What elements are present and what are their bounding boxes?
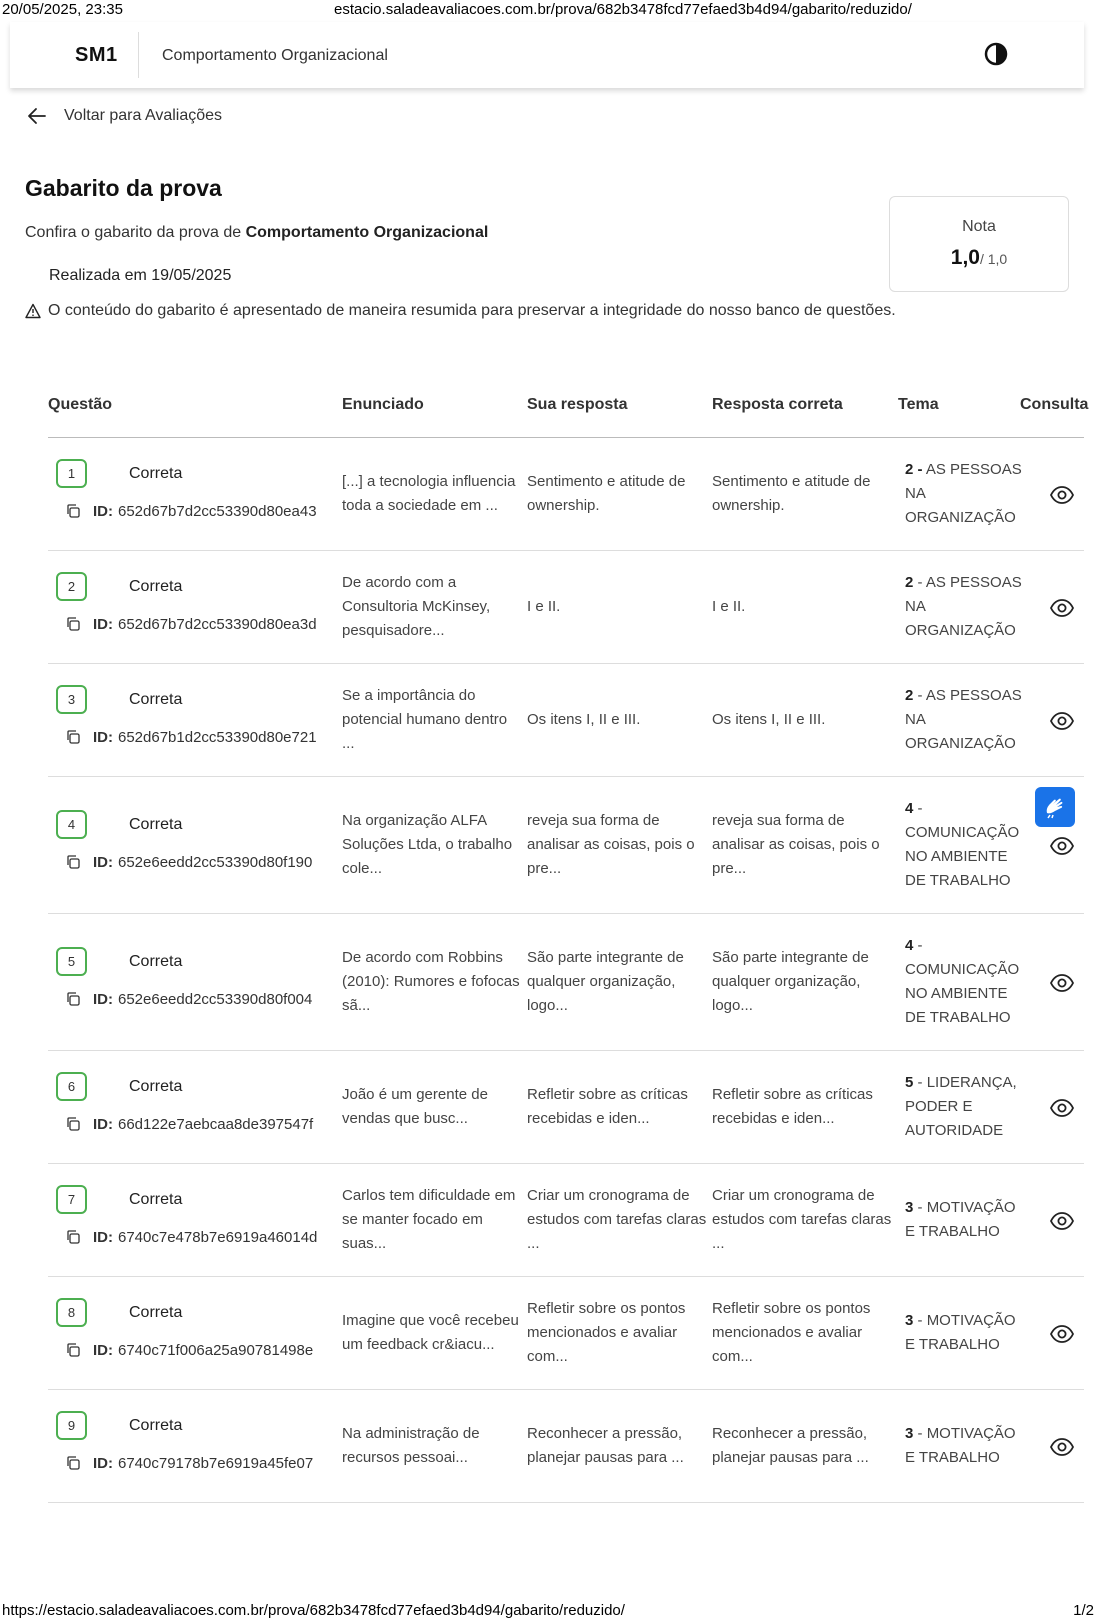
page-subtitle <box>25 224 488 242</box>
theme-number: 2 <box>905 574 914 591</box>
question-id <box>65 1116 313 1133</box>
theme-separator: - <box>913 574 926 591</box>
print-date: 20/05/2025, 23:35 <box>2 1 123 18</box>
table-row <box>48 1390 1084 1503</box>
question-id-label: ID: <box>93 1228 113 1246</box>
question-id <box>65 854 312 871</box>
grade-value <box>890 246 1068 270</box>
view-question-eye-icon[interactable] <box>1049 1208 1075 1234</box>
theme-text: MOTIVAÇÃO E TRABALHO <box>905 1199 1016 1240</box>
question-number-badge: 9 <box>56 1411 87 1440</box>
question-theme <box>905 571 1025 643</box>
question-id-label: ID: <box>93 990 113 1008</box>
header-enunciado: Enunciado <box>342 396 424 413</box>
arrow-left-icon <box>26 105 48 127</box>
theme-text: AS PESSOAS NA ORGANIZAÇÃO <box>905 574 1022 639</box>
table-row <box>48 551 1084 664</box>
header-questao: Questão <box>48 396 113 413</box>
copy-icon[interactable] <box>65 991 81 1007</box>
theme-text: MOTIVAÇÃO E TRABALHO <box>905 1425 1016 1466</box>
header-tema: Tema <box>898 396 939 413</box>
question-theme <box>905 1309 1025 1357</box>
question-statement: João é um gerente de vendas que busc... <box>342 1086 488 1127</box>
question-id-label: ID: <box>93 1341 113 1359</box>
question-number-badge: 1 <box>56 459 87 488</box>
view-question-eye-icon[interactable] <box>1049 970 1075 996</box>
theme-text: COMUNICAÇÃO NO AMBIENTE DE TRABALHO <box>905 824 1020 889</box>
your-answer: Refletir sobre as críticas recebidas e iden... <box>527 1086 688 1127</box>
copy-icon[interactable] <box>65 503 81 519</box>
table-row <box>48 1051 1084 1164</box>
course-name: Comportamento Organizacional <box>162 47 388 64</box>
table-row <box>48 438 1084 551</box>
question-statement: Na organização ALFA Soluções Ltda, o trabalho cole... <box>342 812 513 877</box>
question-number-badge: 5 <box>56 947 87 976</box>
question-statement: De acordo com Robbins (2010): Rumores e fofocas sã... <box>342 949 520 1014</box>
question-id-value: 6740c7e478b7e6919a46014d <box>118 1228 318 1246</box>
theme-text: AS PESSOAS NA ORGANIZAÇÃO <box>905 461 1022 526</box>
view-question-eye-icon[interactable] <box>1049 595 1075 621</box>
table-row <box>48 1164 1084 1277</box>
warning-text: O conteúdo do gabarito é apresentado de maneira resumida para preservar a integridade do nosso banco de questões. <box>48 302 896 319</box>
brand-logo[interactable]: SM1 <box>75 44 118 66</box>
theme-text: LIDERANÇA, PODER E AUTORIDADE <box>905 1074 1017 1139</box>
question-theme <box>905 797 1025 893</box>
question-theme <box>905 1422 1025 1470</box>
topbar-divider <box>138 32 139 78</box>
header-consulta: Consulta <box>1020 396 1089 413</box>
print-url: estacio.saladeavaliacoes.com.br/prova/682b3478fcd77efaed3b4d94/gabarito/reduzido/ <box>334 1 912 18</box>
copy-icon[interactable] <box>65 1116 81 1132</box>
your-answer: Sentimento e atitude de ownership. <box>527 473 686 514</box>
question-id <box>65 503 317 520</box>
theme-number: 4 <box>905 800 914 817</box>
question-status: Correta <box>129 464 183 482</box>
question-status: Correta <box>129 952 183 970</box>
copy-icon[interactable] <box>65 1342 81 1358</box>
question-theme <box>905 458 1025 530</box>
accessibility-sign-language-button[interactable] <box>1035 787 1075 827</box>
theme-text: MOTIVAÇÃO E TRABALHO <box>905 1312 1016 1353</box>
question-number-badge: 2 <box>56 572 87 601</box>
grade-score: 1,0 <box>950 246 980 269</box>
your-answer: São parte integrante de qualquer organização, logo... <box>527 949 684 1014</box>
grade-label: Nota <box>962 218 996 235</box>
view-question-eye-icon[interactable] <box>1049 708 1075 734</box>
question-number-badge: 3 <box>56 685 87 714</box>
print-header <box>0 0 1096 20</box>
theme-number: 4 <box>905 937 914 954</box>
question-id-value: 6740c79178b7e6919a45fe07 <box>118 1454 314 1472</box>
your-answer: Refletir sobre os pontos mencionados e avaliar com... <box>527 1300 686 1365</box>
question-id-label: ID: <box>93 853 113 871</box>
correct-answer: Criar um cronograma de estudos com tarefas claras ... <box>712 1187 892 1252</box>
theme-separator: - <box>913 687 926 704</box>
question-status: Correta <box>129 690 183 708</box>
question-id <box>65 1229 317 1246</box>
subtitle-prefix: Confira o gabarito da prova de <box>25 224 246 241</box>
copy-icon[interactable] <box>65 854 81 870</box>
question-status: Correta <box>129 1190 183 1208</box>
theme-number: 5 <box>905 1074 914 1091</box>
table-row <box>48 777 1084 914</box>
question-number-badge: 4 <box>56 810 87 839</box>
question-id-value: 652e6eedd2cc53390d80f004 <box>118 990 313 1008</box>
subtitle-course: Comportamento Organizacional <box>245 224 489 241</box>
question-id-label: ID: <box>93 1115 113 1133</box>
exam-date: Realizada em 19/05/2025 <box>49 267 232 284</box>
question-number-badge: 7 <box>56 1185 87 1214</box>
your-answer: Os itens I, II e III. <box>527 711 641 728</box>
theme-text: COMUNICAÇÃO NO AMBIENTE DE TRABALHO <box>905 961 1020 1026</box>
question-theme <box>905 934 1025 1030</box>
sign-language-icon <box>1041 793 1069 821</box>
question-status: Correta <box>129 1303 183 1321</box>
table-row <box>48 664 1084 777</box>
copy-icon[interactable] <box>65 1455 81 1471</box>
question-status: Correta <box>129 815 183 833</box>
question-id-label: ID: <box>93 615 113 633</box>
top-bar <box>10 22 1084 88</box>
question-id-label: ID: <box>93 728 113 746</box>
table-row <box>48 1277 1084 1390</box>
question-status: Correta <box>129 1416 183 1434</box>
theme-separator: - <box>913 1425 927 1442</box>
theme-number: 3 <box>905 1425 914 1442</box>
print-page-number: 1/2 <box>1073 1602 1094 1619</box>
theme-separator: - <box>913 1074 927 1091</box>
correct-answer: Os itens I, II e III. <box>712 711 826 728</box>
your-answer: I e II. <box>527 598 561 615</box>
correct-answer: São parte integrante de qualquer organização, logo... <box>712 949 869 1014</box>
correct-answer: I e II. <box>712 598 746 615</box>
your-answer: Criar um cronograma de estudos com tarefas claras ... <box>527 1187 707 1252</box>
question-statement: [...] a tecnologia influencia toda a sociedade em ... <box>342 473 516 514</box>
correct-answer: Refletir sobre as críticas recebidas e iden... <box>712 1086 873 1127</box>
theme-separator: - <box>913 937 923 954</box>
question-statement: Na administração de recursos pessoai... <box>342 1425 480 1466</box>
view-question-eye-icon[interactable] <box>1049 833 1075 859</box>
grade-card <box>889 196 1069 292</box>
theme-separator: - <box>913 800 923 817</box>
question-id-value: 66d122e7aebcaa8de397547f <box>118 1115 314 1133</box>
question-theme <box>905 684 1025 756</box>
question-id-value: 652d67b1d2cc53390d80e721 <box>118 728 317 746</box>
view-question-eye-icon[interactable] <box>1049 1321 1075 1347</box>
print-footer-url: https://estacio.saladeavaliacoes.com.br/prova/682b3478fcd77efaed3b4d94/gabarito/reduzido/ <box>2 1602 625 1619</box>
correct-answer: Sentimento e atitude de ownership. <box>712 473 871 514</box>
theme-number: 2 - <box>905 461 923 478</box>
question-statement: Se a importância do potencial humano dentro ... <box>342 687 508 752</box>
table-body <box>48 438 1084 1503</box>
theme-separator: - <box>913 1199 927 1216</box>
correct-answer: reveja sua forma de analisar as coisas, pois o pre... <box>712 812 880 877</box>
copy-icon[interactable] <box>65 616 81 632</box>
question-id <box>65 729 317 746</box>
question-id-value: 652e6eedd2cc53390d80f190 <box>118 853 313 871</box>
page-title: Gabarito da prova <box>25 175 222 201</box>
theme-number: 2 <box>905 687 914 704</box>
correct-answer: Refletir sobre os pontos mencionados e avaliar com... <box>712 1300 871 1365</box>
back-link-label: Voltar para Avaliações <box>64 107 223 124</box>
theme-number: 3 <box>905 1312 914 1329</box>
question-id-value: 652d67b7d2cc53390d80ea3d <box>118 615 317 633</box>
question-id <box>65 991 312 1008</box>
view-question-eye-icon[interactable] <box>1049 1095 1075 1121</box>
back-to-evaluations-link[interactable] <box>26 104 222 128</box>
question-statement: Imagine que você recebeu um feedback cr&iacu... <box>342 1312 519 1353</box>
theme-text: AS PESSOAS NA ORGANIZAÇÃO <box>905 687 1022 752</box>
question-id-label: ID: <box>93 502 113 520</box>
view-question-eye-icon[interactable] <box>1049 482 1075 508</box>
header-sua-resposta: Sua resposta <box>527 396 628 413</box>
warning-message <box>25 302 896 320</box>
question-theme <box>905 1071 1025 1143</box>
contrast-icon[interactable] <box>982 40 1010 68</box>
header-resposta-correta: Resposta correta <box>712 396 843 413</box>
question-id-label: ID: <box>93 1454 113 1472</box>
copy-icon[interactable] <box>65 1229 81 1245</box>
your-answer: Reconhecer a pressão, planejar pausas para ... <box>527 1425 684 1466</box>
print-footer <box>0 1600 1096 1624</box>
question-status: Correta <box>129 1077 183 1095</box>
warning-icon <box>25 303 41 319</box>
theme-number: 3 <box>905 1199 914 1216</box>
question-number-badge: 8 <box>56 1298 87 1327</box>
view-question-eye-icon[interactable] <box>1049 1434 1075 1460</box>
correct-answer: Reconhecer a pressão, planejar pausas para ... <box>712 1425 869 1466</box>
copy-icon[interactable] <box>65 729 81 745</box>
table-header <box>48 378 1089 438</box>
question-status: Correta <box>129 577 183 595</box>
question-statement: De acordo com a Consultoria McKinsey, pesquisadore... <box>342 574 491 639</box>
your-answer: reveja sua forma de analisar as coisas, pois o pre... <box>527 812 695 877</box>
grade-max: / 1,0 <box>979 251 1008 267</box>
question-id-value: 652d67b7d2cc53390d80ea43 <box>118 502 317 520</box>
question-id-value: 6740c71f006a25a90781498e <box>118 1341 314 1359</box>
question-theme <box>905 1196 1025 1244</box>
table-row <box>48 914 1084 1051</box>
question-id <box>65 616 317 633</box>
question-statement: Carlos tem dificuldade em se manter focado em suas... <box>342 1187 516 1252</box>
answer-key-table <box>48 378 1089 1503</box>
question-number-badge: 6 <box>56 1072 87 1101</box>
question-id <box>65 1342 313 1359</box>
question-id <box>65 1455 313 1472</box>
theme-separator: - <box>913 1312 927 1329</box>
